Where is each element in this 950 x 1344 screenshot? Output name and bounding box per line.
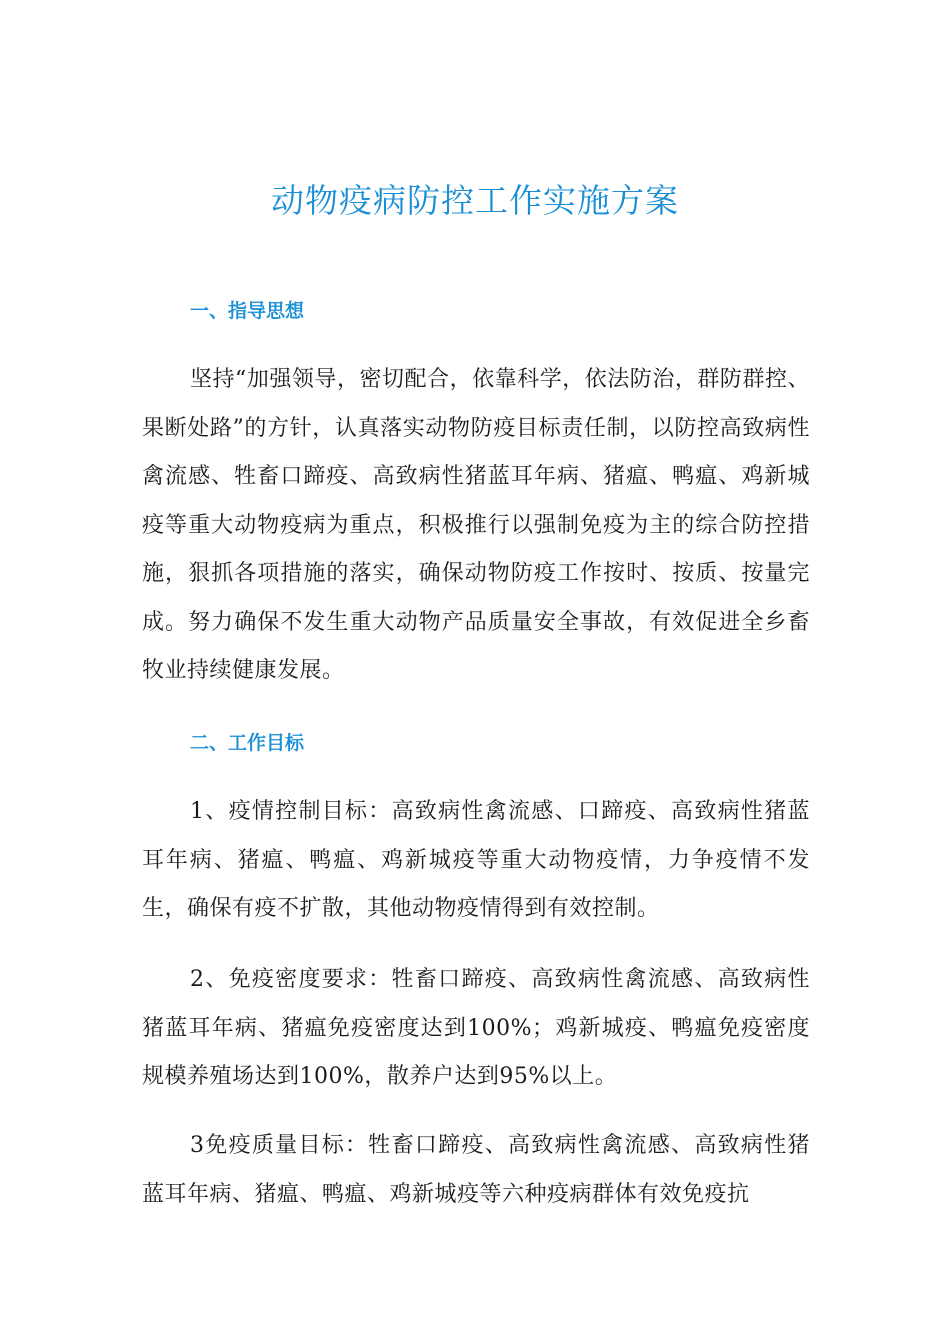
paragraph-guiding-ideology: 坚持“加强领导，密切配合，依靠科学，依法防治，群防群控、果断处路”的方针，认真落实动物防疫目标责任制，以防控高致病性禽流感、牲畜口蹄疫、高致病性猪蓝耳年病、猪瘟、鸭瘟、鸡新城疫等重大动物疫病为重点，积极推行以强制免疫为主的综合防控措施，狠抓各项措施的落实，确保动物防疫工作按时、按质、按量完成。努力确保不发生重大动物产品质量安全事故，有效促进全乡畜牧业持续健康发展。 xyxy=(142,367,810,683)
paragraph-epidemic-control-goal: 1、疫情控制目标：高致病性禽流感、口蹄疫、高致病性猪蓝耳年病、猪瘟、鸭瘟、鸡新城疫等重大动物疫情，力争疫情不发生，确保有疫不扩散，其他动物疫情得到有效控制。 xyxy=(142,799,810,921)
paragraph-immunization-quality: 3免疫质量目标：牲畜口蹄疫、高致病性禽流感、高致病性猪蓝耳年病、猪瘟、鸭瘟、鸡新城疫等六种疫病群体有效免疫抗 xyxy=(142,1133,810,1207)
paragraph-immunization-density: 2、免疫密度要求：牲畜口蹄疫、高致病性禽流感、高致病性猪蓝耳年病、猪瘟免疫密度达到100%；鸡新城疫、鸭瘟免疫密度规模养殖场达到100%，散养户达到95%以上。 xyxy=(142,967,810,1089)
document-title: 动物疫病防控工作实施方案 xyxy=(271,181,679,220)
section-heading-work-goals: 二、工作目标 xyxy=(190,732,305,754)
section-heading-guiding-ideology: 一、指导思想 xyxy=(190,300,305,322)
